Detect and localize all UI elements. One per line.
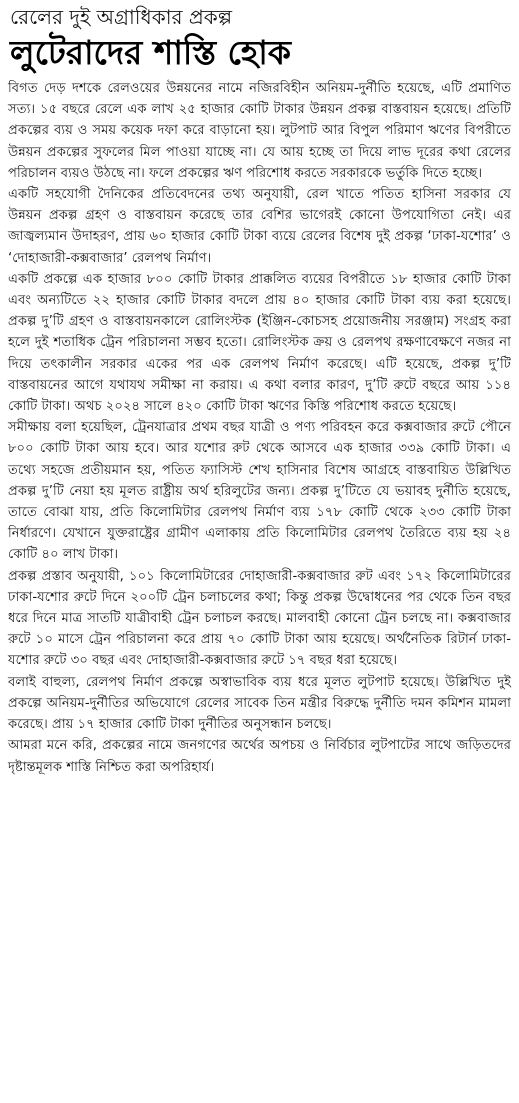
- article-headline: লুটেরাদের শাস্তি হোক: [10, 33, 291, 72]
- body-paragraph-3: একটি প্রকল্পে এক হাজার ৮০০ কোটি টাকার প্রাক্কলিত ব্যয়ের বিপরীতে ১৮ হাজার কোটি টাকা এবং অন্যটিতে ২২ হাজার কোটি টাকার বদলে প্রায় ৪০ হাজার কোটি টাকা ব্যয় করা হয়েছে। প্রকল্প দু’টি গ্রহণ ও বাস্তবায়নকালে রোলিংস্টক (ইঞ্জিন-কোচসহ প্রয়োজনীয় সরঞ্জাম) সংগ্রহ করা হলে দুই শতাধিক ট্রেন পরিচালনা সম্ভব হতো। রোলিংস্টক ক্রয় ও রেলপথ রক্ষণাবেক্ষণে নজর না দিয়ে তৎকালীন সরকার একের পর এক রেলপথ নির্মাণ করেছে। এটি হয়েছে, প্রকল্প দু’টি বাস্তবায়নের আগে যথাযথ সমীক্ষা না করায়। এ কথা বলার কারণ, দু’টি রুটে বছরে আয় ১১৪ কোটি টাকা। অথচ ২০২৪ সালে ৪২০ কোটি টাকা ঋণের কিস্তি পরিশোধ করতে হয়েছে।: [8, 271, 511, 415]
- article-body: [8, 78, 511, 778]
- body-paragraph-4: সমীক্ষায় বলা হয়েছিল, ট্রেনযাত্রার প্রথম বছর যাত্রী ও পণ্য পরিবহন করে কক্সবাজার রুটে পৌনে ৮০০ কোটি টাকা আয় হবে। আর যশোর রুট থেকে আসবে এক হাজার ৩৩৯ কোটি টাকা। এ তথ্যে সহজে প্রতীয়মান হয়, পতিত ফ্যাসিস্ট শেখ হাসিনার বিশেষ আগ্রহে বাস্তবায়িত উল্লিখিত প্রকল্প দু’টি নেয়া হয় মূলত রাষ্ট্রীয় অর্থ হরিলুটের জন্য। প্রকল্প দু’টিতে যে ভয়াবহ দুর্নীতি হয়েছে, তাতে বোঝা যায়, প্রতি কিলোমিটার রেলপথ নির্মাণ ব্যয় ১৭৮ কোটি থেকে ২৩৩ কোটি টাকা নির্ধারণে। যেখানে যুক্তরাষ্ট্রের গ্রামীণ এলাকায় প্রতি কিলোমিটার রেলপথ তৈরিতে ব্যয় হয় ২৪ কোটি ৪০ লাখ টাকা।: [8, 420, 512, 563]
- body-paragraph-6: বলাই বাহুল্য, রেলপথ নির্মাণ প্রকল্পে অস্বাভাবিক ব্যয় ধরে মূলত লুটপাট হয়েছে। উল্লিখিত দুই প্রকল্পে অনিয়ম-দুর্নীতির অভিযোগে রেলের সাবেক তিন মন্ত্রীর বিরুদ্ধে দুর্নীতি দমন কমিশন মামলা করেছে। প্রায় ১৭ হাজার কোটি টাকা দুর্নীতির অনুসন্ধান চলছে।: [8, 674, 511, 733]
- article-kicker: রেলের দুই অগ্রাধিকার প্রকল্প: [10, 5, 233, 29]
- body-paragraph-7: আমরা মনে করি, প্রকল্পের নামে জনগণের অর্থের অপচয় ও নির্বিচার লুটপাটের সাথে জড়িতদের দৃষ্টান্তমূলক শাস্তি নিশ্চিত করা অপরিহার্য।: [8, 738, 511, 775]
- body-paragraph-2: একটি সহযোগী দৈনিকের প্রতিবেদনের তথ্য অনুযায়ী, রেল খাতে পতিত হাসিনা সরকার যে উন্নয়ন প্রকল্প গ্রহণ ও বাস্তবায়ন করেছে তার বেশির ভাগেরই কোনো উপযোগিতা নেই। এর জাজ্বল্যমান উদাহরণ, প্রায় ৬০ হাজার কোটি টাকা ব্যয়ে রেলের বিশেষ দুই প্রকল্প ‘ঢাকা-যশোর’ ও ‘দোহাজারী-কক্সবাজার’ রেলপথ নির্মাণ।: [8, 187, 511, 266]
- body-paragraph-1: বিগত দেড় দশকে রেলওয়ের উন্নয়নের নামে নজিরবিহীন অনিয়ম-দুর্নীতি হয়েছে, এটি প্রমাণিত সত্য। ১৫ বছরে রেলে এক লাখ ২৫ হাজার কোটি টাকার উন্নয়ন প্রকল্প বাস্তবায়ন হয়েছে। প্রতিটি প্রকল্পের ব্যয় ও সময় কয়েক দফা করে বাড়ানো হয়। লুটপাট আর বিপুল পরিমাণ ঋণের বিপরীতে উন্নয়ন প্রকল্পের সুফলের মিল পাওয়া যাচ্ছে না। যে আয় হচ্ছে তা দিয়ে লাভ দূরের কথা রেলের পরিচালন ব্যয়ও উঠছে না। ফলে প্রকল্পের ঋণ পরিশোধ করতে সরকারকে ভর্তুকি দিতে হচ্ছে।: [8, 81, 511, 181]
- body-paragraph-5: প্রকল্প প্রস্তাব অনুযায়ী, ১০১ কিলোমিটারের দোহাজারী-কক্সবাজার রুট এবং ১৭২ কিলোমিটারের ঢাকা-যশোর রুটে দিনে ২০০টি ট্রেন চলাচলের কথা; কিন্তু প্রকল্প উদ্বোধনের পর থেকে তিন বছর ধরে দিনে মাত্র সাতটি যাত্রীবাহী ট্রেন চলাচল করছে। মালবাহী কোনো ট্রেন চলছে না। কক্সবাজার রুটে ১০ মাসে ট্রেন পরিচালনা করে প্রায় ৭০ কোটি টাকা আয় হয়েছে। অর্থনৈতিক রিটার্ন ঢাকা-যশোর রুটে ৩০ বছর এবং দোহাজারী-কক্সবাজার রুটে ১৭ বছর ধরা হয়েছে।: [8, 568, 511, 669]
